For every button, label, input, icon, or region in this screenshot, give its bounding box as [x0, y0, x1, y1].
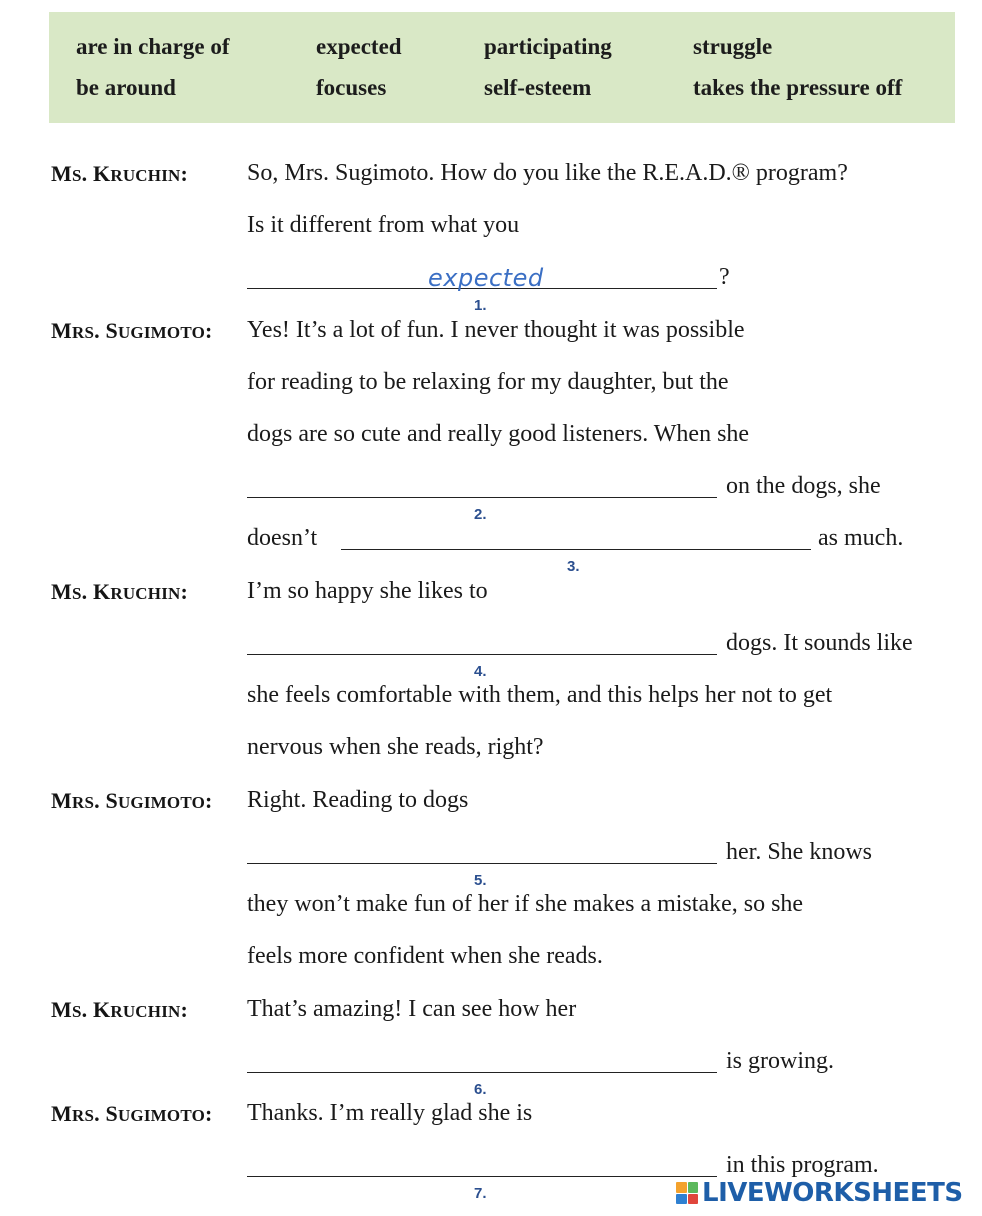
blank-3-number: 3. — [567, 558, 580, 575]
dialogue-line: for reading to be relaxing for my daughter, but the — [247, 369, 729, 395]
liveworksheets-logo-icon — [676, 1182, 698, 1204]
word-bank-item: takes the pressure off — [693, 75, 903, 100]
dialogue-line: dogs. It sounds like — [726, 630, 913, 656]
dialogue-line: I’m so happy she likes to — [247, 578, 488, 604]
blank-6-number: 6. — [474, 1081, 487, 1098]
blank-1-answer[interactable]: expected — [428, 264, 544, 292]
speaker-label-sugimoto: MRS. SUGIMOTO: — [51, 318, 213, 343]
blank-2-number: 2. — [474, 506, 487, 523]
blank-2-line[interactable] — [247, 497, 717, 498]
dialogue-line: ? — [719, 264, 730, 290]
liveworksheets-logo-text: LIVEWORKSHEETS — [702, 1178, 963, 1208]
speaker-label-sugimoto: MRS. SUGIMOTO: — [51, 788, 213, 813]
dialogue-line: on the dogs, she — [726, 473, 881, 499]
word-bank-item: self-esteem — [484, 75, 592, 100]
dialogue-line: nervous when she reads, right? — [247, 734, 544, 760]
word-bank-item: focuses — [316, 75, 387, 100]
dialogue-line: feels more confident when she reads. — [247, 943, 603, 969]
dialogue-line: in this program. — [726, 1152, 879, 1178]
dialogue-line: Thanks. I’m really glad she is — [247, 1100, 533, 1126]
dialogue-line: That’s amazing! I can see how her — [247, 996, 577, 1022]
dialogue-line: her. She knows — [726, 839, 872, 865]
dialogue-line: is growing. — [726, 1048, 834, 1074]
blank-1-number: 1. — [474, 297, 487, 314]
dialogue-line: doesn’t — [247, 525, 318, 551]
blank-4-line[interactable] — [247, 654, 717, 655]
speaker-label-sugimoto: MRS. SUGIMOTO: — [51, 1101, 213, 1126]
speaker-label-kruchin: MS. KRUCHIN: — [51, 997, 189, 1022]
blank-5-number: 5. — [474, 872, 487, 889]
word-bank-item: participating — [484, 34, 612, 59]
dialogue-line: So, Mrs. Sugimoto. How do you like the R.E.A.D.® program? — [247, 160, 848, 186]
blank-3-line[interactable] — [341, 549, 811, 550]
blank-7-line[interactable] — [247, 1176, 717, 1177]
speaker-label-kruchin: MS. KRUCHIN: — [51, 161, 189, 186]
blank-7-number: 7. — [474, 1185, 487, 1202]
word-bank-item: are in charge of — [76, 34, 230, 59]
speaker-label-kruchin: MS. KRUCHIN: — [51, 579, 189, 604]
word-bank-item: struggle — [693, 34, 773, 59]
blank-5-line[interactable] — [247, 863, 717, 864]
dialogue-line: Is it different from what you — [247, 212, 520, 238]
liveworksheets-logo — [676, 1178, 963, 1208]
word-bank-item: expected — [316, 34, 402, 59]
dialogue-line: as much. — [818, 525, 904, 551]
dialogue-line: she feels comfortable with them, and this helps her not to get — [247, 682, 833, 708]
word-bank — [49, 12, 955, 123]
dialogue-line: dogs are so cute and really good listeners. When she — [247, 421, 750, 447]
word-bank-item: be around — [76, 75, 176, 100]
dialogue-line: they won’t make fun of her if she makes a mistake, so she — [247, 891, 804, 917]
blank-6-line[interactable] — [247, 1072, 717, 1073]
blank-4-number: 4. — [474, 663, 487, 680]
dialogue-line: Yes! It’s a lot of fun. I never thought it was possible — [247, 317, 745, 343]
dialogue-line: Right. Reading to dogs — [247, 787, 469, 813]
